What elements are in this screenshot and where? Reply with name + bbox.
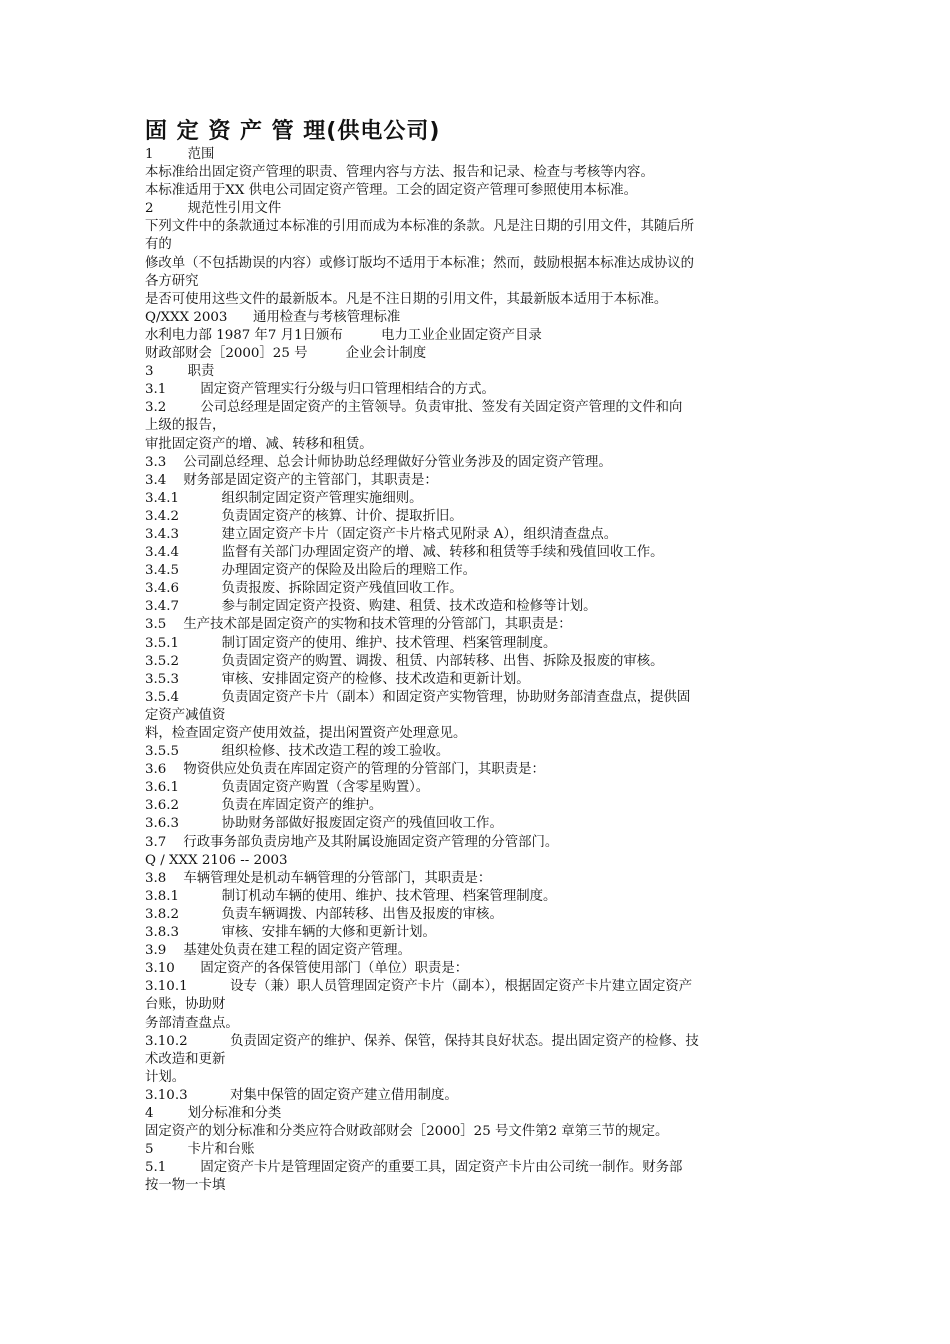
text-line: 3.5.1 制订固定资产的使用、维护、技术管理、档案管理制度。: [145, 635, 557, 651]
text-line: 修改单（不包括勘误的内容）或修订版均不适用于本标准；然而，鼓励根据本标准达成协议的: [145, 255, 695, 271]
text-line: 3.8.1 制订机动车辆的使用、维护、技术管理、档案管理制度。: [145, 888, 557, 904]
text-line: 3.5.3 审核、安排固定资产的检修、技术改造和更新计划。: [145, 671, 530, 687]
text-line: 3.7 行政事务部负责房地产及其附属设施固定资产管理的分管部门。: [145, 834, 559, 850]
text-line: 3.10.2 负责固定资产的维护、保养、保管，保持其良好状态。提出固定资产的检修、技: [145, 1033, 699, 1049]
text-line: 务部清查盘点。: [145, 1015, 239, 1031]
text-line: 3.6.3 协助财务部做好报废固定资产的残值回收工作。: [145, 816, 503, 832]
text-line: 3.4.2 负责固定资产的核算、计价、提取折旧。: [145, 508, 463, 524]
text-line: 料，检查固定资产使用效益，提出闲置资产处理意见。: [145, 726, 467, 741]
text-line: 财政部财会［2000］25 号 企业会计制度: [145, 346, 427, 362]
text-line: 术改造和更新: [145, 1051, 226, 1067]
text-line: 固定资产的划分标准和分类应符合财政部财会［2000］25 号文件第2 章第三节的规定。: [145, 1124, 669, 1140]
text-line: 3.6.1 负责固定资产购置（含零星购置）。: [145, 780, 430, 796]
text-line: 3 职责: [145, 364, 215, 380]
text-line: 定资产减值资: [145, 707, 226, 723]
text-line: 下列文件中的条款通过本标准的引用而成为本标准的条款。凡是注日期的引用文件，其随后所: [145, 219, 695, 235]
text-line: 2 规范性引用文件: [145, 201, 282, 217]
text-line: Q / XXX 2106 -- 2003: [145, 852, 288, 868]
text-line: 1 范围: [145, 147, 215, 162]
text-line: 台账，协助财: [145, 997, 226, 1013]
text-line: 3.4 财务部是固定资产的主管部门，其职责是：: [145, 472, 438, 488]
text-line: 3.5 生产技术部是固定资产的实物和技术管理的分管部门，其职责是：: [145, 617, 572, 633]
text-line: 3.9 基建处负责在建工程的固定资产管理。: [145, 943, 411, 959]
text-line: 本标准适用于XX 供电公司固定资产管理。工会的固定资产管理可参照使用本标准。: [145, 183, 637, 199]
text-line: 3.4.5 办理固定资产的保险及出险后的理赔工作。: [145, 563, 477, 579]
text-line: 3.1 固定资产管理实行分级与归口管理相结合的方式。: [145, 382, 495, 398]
text-line: 是否可使用这些文件的最新版本。凡是不注日期的引用文件，其最新版本适用于本标准。: [145, 291, 668, 307]
text-line: 按一物一卡填: [145, 1178, 226, 1194]
text-line: 上级的报告，: [145, 418, 226, 434]
text-line: 3.3 公司副总经理、总会计师协助总经理做好分管业务涉及的固定资产管理。: [145, 454, 612, 470]
text-line: Q/XXX 2003 通用检查与考核管理标准: [145, 309, 401, 325]
text-line: 5 卡片和台账: [145, 1142, 255, 1158]
text-line: 3.6.2 负责在库固定资产的维护。: [145, 798, 383, 814]
document-title: 固 定 资 产 管 理(供电公司): [145, 119, 441, 144]
text-line: 本标准给出固定资产管理的职责、管理内容与方法、报告和记录、检查与考核等内容。: [145, 165, 654, 181]
text-line: 3.4.1 组织制定固定资产管理实施细则。: [145, 490, 423, 506]
text-line: 4 划分标准和分类: [145, 1105, 282, 1121]
document-page: [145, 118, 810, 1195]
text-line: 5.1 固定资产卡片是管理固定资产的重要工具，固定资产卡片由公司统一制作。财务部: [145, 1160, 683, 1176]
text-line: 3.5.4 负责固定资产卡片（副本）和固定资产实物管理，协助财务部清查盘点，提供固: [145, 689, 691, 705]
text-line: 3.2 公司总经理是固定资产的主管领导。负责审批、签发有关固定资产管理的文件和向: [145, 400, 683, 416]
text-line: 审批固定资产的增、减、转移和租赁。: [145, 436, 373, 452]
text-line: 3.8.3 审核、安排车辆的大修和更新计划。: [145, 925, 436, 941]
text-line: 3.4.6 负责报废、拆除固定资产残值回收工作。: [145, 581, 463, 597]
text-line: 3.8 车辆管理处是机动车辆管理的分管部门，其职责是：: [145, 870, 492, 886]
text-line: 3.10.1 设专（兼）职人员管理固定资产卡片（副本），根据固定资产卡片建立固定资产: [145, 979, 693, 995]
text-line: 计划。: [145, 1069, 186, 1085]
text-line: 3.6 物资供应处负责在库固定资产的管理的分管部门，其职责是：: [145, 762, 545, 778]
text-line: 3.4.3 建立固定资产卡片（固定资产卡片格式见附录 A），组织清查盘点。: [145, 526, 618, 542]
text-line: 3.4.4 监督有关部门办理固定资产的增、减、转移和租赁等手续和残值回收工作。: [145, 545, 664, 561]
text-line: 3.5.5 组织检修、技术改造工程的竣工验收。: [145, 744, 450, 760]
document-body: [145, 146, 810, 1195]
text-line: 3.4.7 参与制定固定资产投资、购建、租赁、技术改造和检修等计划。: [145, 599, 597, 615]
text-line: 3.5.2 负责固定资产的购置、调拨、租赁、内部转移、出售、拆除及报废的审核。: [145, 653, 664, 669]
text-line: 3.8.2 负责车辆调拨、内部转移、出售及报废的审核。: [145, 906, 503, 922]
text-line: 水利电力部 1987 年7 月1日颁布 电力工业企业固定资产目录: [145, 327, 542, 343]
text-line: 3.10.3 对集中保管的固定资产建立借用制度。: [145, 1087, 458, 1103]
text-line: 3.10 固定资产的各保管使用部门（单位）职责是：: [145, 961, 469, 977]
text-line: 有的: [145, 237, 172, 253]
text-line: 各方研究: [145, 273, 199, 289]
